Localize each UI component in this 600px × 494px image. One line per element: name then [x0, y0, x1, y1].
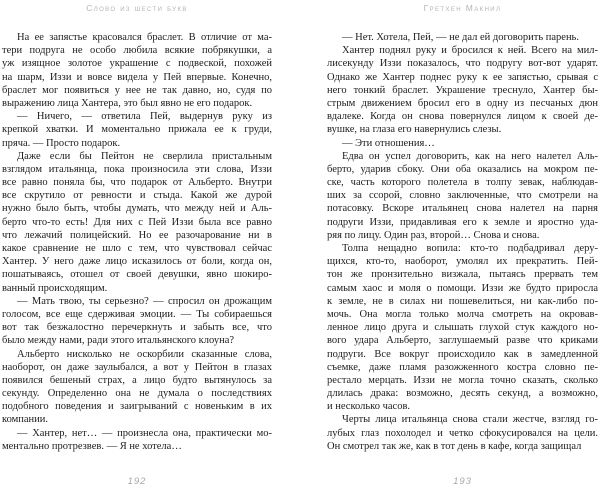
text-line: компании.: [2, 414, 49, 426]
page-number-right: 193: [453, 476, 472, 487]
text-line: На ее запястье красовался браслет. В отличие от ма-: [17, 32, 272, 43]
text-line: — Эти отношения…: [342, 137, 435, 149]
text-line: все скрутило от ревности и стыда. Какой же дурой: [2, 190, 272, 202]
text-line: стрым движением бросил его в одну из песчаных дюн: [327, 97, 598, 109]
text-line: Черты лица итальянца снова стали жестче, взгляд го-: [342, 414, 598, 426]
page-text-left: [2, 31, 272, 453]
text-line: взглядом итальянца, пока произносила эти слова, Иззи: [2, 163, 272, 175]
text-line: все равно поняла бы, что подарок от Альберто. Внутри: [2, 177, 272, 189]
page-right[interactable]: [327, 0, 598, 494]
text-line: — Нет. Хотела, Пей, — не дал ей договорить парень.: [342, 32, 579, 43]
text-line: длилась драка: возможно, десять секунд, а возможно,: [327, 388, 598, 400]
text-line: съемке, даже пламя разожженного костра словно пе-: [327, 361, 598, 373]
text-line: Он смотрел так же, как в тот день в кафе, когда защищал: [327, 440, 582, 452]
text-line: мочь. Она могла только молча смотреть на окровав-: [327, 308, 598, 320]
paragraph: [327, 31, 598, 44]
text-line: подруги. Все вокруг происходило как в замедленной: [327, 348, 598, 360]
text-line: самым хаос и моля о помощи. Иззи же будто приросла: [327, 282, 598, 294]
text-line: ряя по лицу. Один раз, второй… Снова и снова.: [327, 229, 540, 241]
text-line: крепкой хватки. И моментально прижала ее к груди,: [2, 124, 272, 136]
paragraph: [2, 110, 272, 150]
text-line: и несколько часов.: [327, 401, 411, 413]
paragraph: [327, 413, 598, 453]
text-line: вушке, на глаза его навернулись слезы.: [327, 124, 502, 136]
text-line: голосом, все еще сдерживая эмоции. — Ты собираешься: [2, 308, 272, 320]
text-line: ске, часть которого полетела в толпу зевак, наблюдав-: [327, 177, 598, 189]
page-left[interactable]: [2, 0, 272, 494]
text-line: Хантер. У него даже лицо исказилось от боли, когда он,: [2, 256, 272, 268]
text-line: вдалеке. Когда он снова повернулся лицом к своей де-: [327, 111, 598, 123]
text-line: подобного поведения и заигрываний с новеньким в их: [2, 401, 272, 413]
paragraph: [2, 295, 272, 348]
text-line: лисекунду Иззи показалось, что подругу вот-вот ударят.: [327, 58, 598, 70]
text-line: берто что-то есть! Для них с Пей Иззи была все равно: [2, 216, 272, 228]
text-line: наоборот, он даже заулыбался, а вот у Пейтон в глазах: [2, 361, 272, 373]
text-line: браслет мог появиться у нее не так давно, но, судя по: [2, 84, 272, 96]
paragraph: [327, 44, 598, 136]
text-line: щихся, кто-то, наоборот, умолял их прекратить. Пей-: [327, 256, 598, 268]
text-line: Едва он успел договорить, как на него налетел Аль-: [342, 150, 598, 162]
text-line: лубых глаз похолодел и четко сфокусировался на цели.: [327, 427, 598, 439]
text-line: тон же пронзительно визжала, пытаясь прервать тем: [327, 269, 598, 281]
text-line: тери подруга не особо любила всякие побрякушки, а: [2, 45, 272, 57]
text-line: пряча. — Просто подарок.: [2, 137, 121, 149]
text-line: ментально протрезвев. — Я не хотела…: [2, 440, 182, 452]
text-line: ших за ссорой, словно заключенные, что смотрели на: [327, 190, 598, 202]
text-line: подруги Иззи, придавливая его к земле и яростно уда-: [327, 216, 598, 228]
text-line: к земле, не в силах ни пошевелиться, ни как-либо по-: [327, 295, 598, 307]
text-line: — Мать твою, ты серьезно? — спросил он дрожащим: [17, 295, 272, 307]
text-line: рестало мерцать. Иззи не могла точно сказать, сколько: [327, 374, 598, 386]
text-line: Альберто нисколько не оскорбили сказанные слова,: [17, 348, 272, 360]
text-line: Однако же Хантер поднес руку к ее запястью, срывая с: [327, 71, 598, 83]
text-line: берто, ударив сбоку. Они оба оказались на мокром пе-: [327, 163, 598, 175]
text-line: секунду. Определенно она не думала о последствиях: [2, 388, 272, 400]
paragraph: [2, 150, 272, 295]
text-line: пошатываясь, отошел от своей девушки, явно шокиро-: [2, 269, 272, 281]
text-line: — Хантер, нет… — произнесла она, практически мо-: [17, 427, 272, 439]
text-line: какое сравнение не шло с тем, что чувствовал сейчас: [2, 243, 272, 254]
paragraph: [327, 242, 598, 413]
paragraph: [327, 150, 598, 242]
running-head-author: Гретхен Макнил: [423, 3, 502, 13]
text-line: вого удара Альберто, заглушаемый разве что криками: [327, 335, 598, 347]
text-line: на шарм, Иззи и вовсе видела у Пей впервые. Конечно,: [2, 71, 272, 83]
page-text-right: [327, 31, 598, 453]
paragraph: [2, 31, 272, 110]
text-line: — Ничего, — ответила Пей, выдернув руку из: [17, 111, 272, 123]
text-line: нужно было быть, чтобы думать, что между ней и Аль-: [2, 203, 272, 215]
page-number-left: 192: [127, 476, 147, 487]
text-line: потасовку. Вскоре итальянец снова налетел на парня: [327, 203, 598, 215]
paragraph: [2, 348, 272, 427]
text-line: него тонкий браслет. Украшение треснуло, Хантер бы-: [327, 84, 598, 96]
text-line: Даже если бы Пейтон не сверлила пристальным: [17, 150, 272, 162]
text-line: Толпа нещадно вопила: кто-то подбадривал деру-: [342, 243, 598, 254]
paragraph: [2, 427, 272, 453]
text-line: ленное лицо друга и слышать глухой стук каждого но-: [327, 322, 598, 334]
text-line: вот так безжалостно перечеркнуть и забыть все, что: [2, 322, 272, 334]
text-line: выражению лица Хантера, это был явно не его подарок.: [2, 97, 253, 109]
running-head-book-title: Слово из шести букв: [86, 3, 188, 13]
text-line: появился бешеный страх, а лицо будто вытянулось за: [2, 374, 272, 386]
text-line: ванный происходящим.: [2, 282, 108, 294]
text-line: что лежачий полицейский. Но ее разочарование ни в: [2, 229, 272, 241]
paragraph: [327, 137, 598, 150]
text-line: уж изящное золотое украшение с подвеской, похожей: [2, 58, 272, 70]
text-line: Хантер поднял руку и бросился к ней. Всего на мил-: [342, 45, 598, 57]
text-line: было между нами, ради этого итальянского клоуна?: [2, 335, 235, 347]
